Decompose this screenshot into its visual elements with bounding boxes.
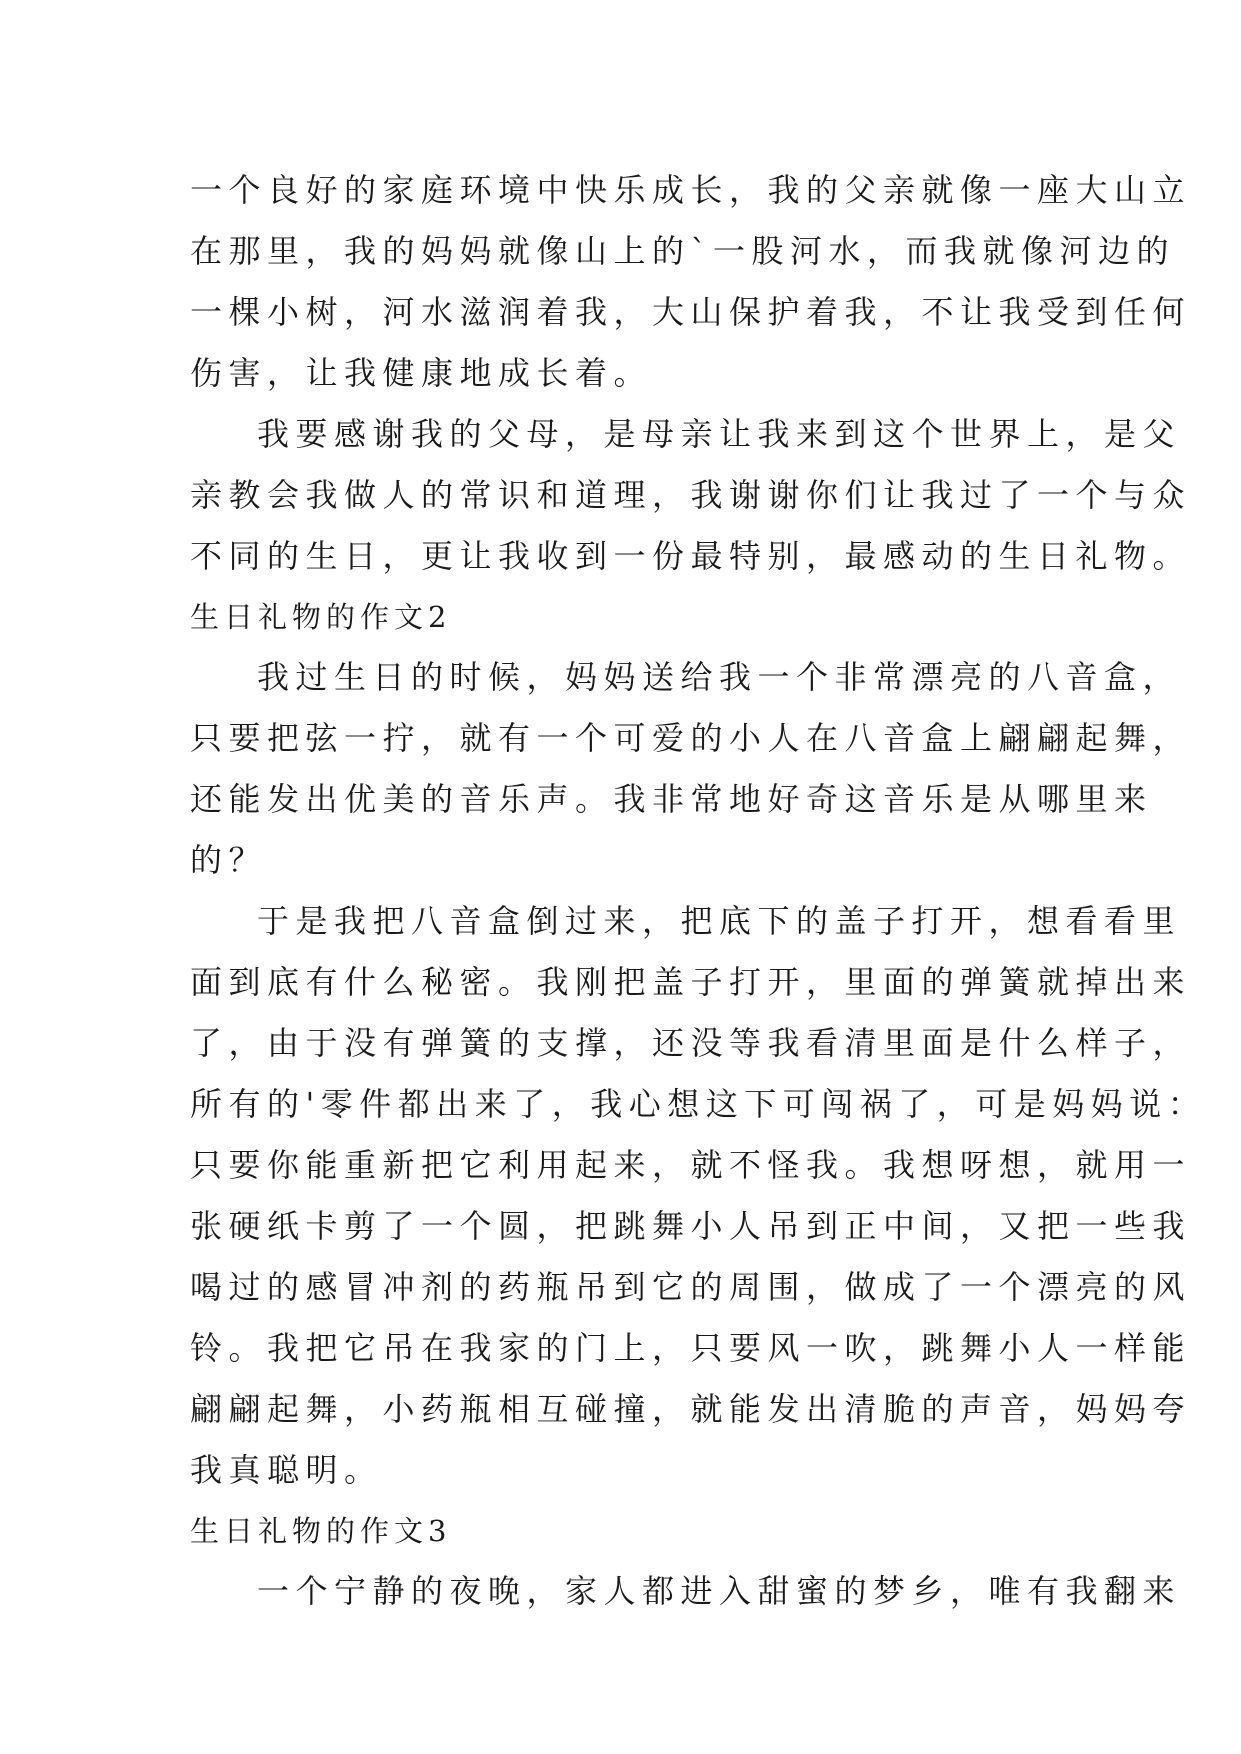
paragraph-line: 所有的'零件都出来了，我心想这下可闯祸了，可是妈妈说： — [190, 1085, 1207, 1123]
paragraph-line: 了，由于没有弹簧的支撑，还没等我看清里面是什么样子， — [190, 1024, 1192, 1062]
paragraph-line: 一棵小树，河水滋润着我，大山保护着我，不让我受到任何 — [190, 293, 1192, 331]
paragraph-line: 我真聪明。 — [190, 1451, 383, 1489]
paragraph-line: 还能发出优美的音乐声。我非常地好奇这音乐是从哪里来 — [190, 780, 1153, 818]
paragraph-line: 张硬纸卡剪了一个圆，把跳舞小人吊到正中间，又把一些我 — [190, 1207, 1192, 1245]
paragraph-line: 面到底有什么秘密。我刚把盖子打开，里面的弹簧就掉出来 — [190, 963, 1192, 1001]
paragraph-first-line: 我过生日的时候，妈妈送给我一个非常漂亮的八音盒， — [257, 658, 1182, 696]
paragraph-line: 只要你能重新把它利用起来，就不怪我。我想呀想，就用一 — [190, 1146, 1192, 1184]
paragraph-line: 亲教会我做人的常识和道理，我谢谢你们让我过了一个与众 — [190, 476, 1192, 514]
paragraph-line: 伤害，让我健康地成长着。 — [190, 354, 653, 392]
paragraph-line: 一个良好的家庭环境中快乐成长，我的父亲就像一座大山立 — [190, 171, 1192, 209]
paragraph-first-line: 于是我把八音盒倒过来，把底下的盖子打开，想看看里 — [257, 902, 1182, 940]
paragraph-line: 不同的生日，更让我收到一份最特别，最感动的生日礼物。 — [190, 537, 1192, 575]
paragraph-line: 只要把弦一拧，就有一个可爱的小人在八音盒上翩翩起舞， — [190, 719, 1192, 757]
paragraph-line: 喝过的感冒冲剂的药瓶吊到它的周围，做成了一个漂亮的风 — [190, 1268, 1192, 1306]
paragraph-line: 铃。我把它吊在我家的门上，只要风一吹，跳舞小人一样能 — [190, 1329, 1192, 1367]
document-body — [190, 160, 1207, 1622]
paragraph-line: 的？ — [190, 841, 268, 879]
section-heading: 生日礼物的作文3 — [190, 1514, 452, 1548]
paragraph-first-line: 我要感谢我的父母，是母亲让我来到这个世界上，是父 — [257, 415, 1182, 453]
paragraph-line: 在那里，我的妈妈就像山上的`一股河水，而我就像河边的 — [190, 232, 1176, 270]
paragraph-line: 翩翩起舞，小药瓶相互碰撞，就能发出清脆的声音，妈妈夸 — [190, 1390, 1192, 1428]
paragraph-first-line: 一个宁静的夜晚，家人都进入甜蜜的梦乡，唯有我翻来 — [257, 1572, 1182, 1610]
section-heading: 生日礼物的作文2 — [190, 600, 452, 634]
